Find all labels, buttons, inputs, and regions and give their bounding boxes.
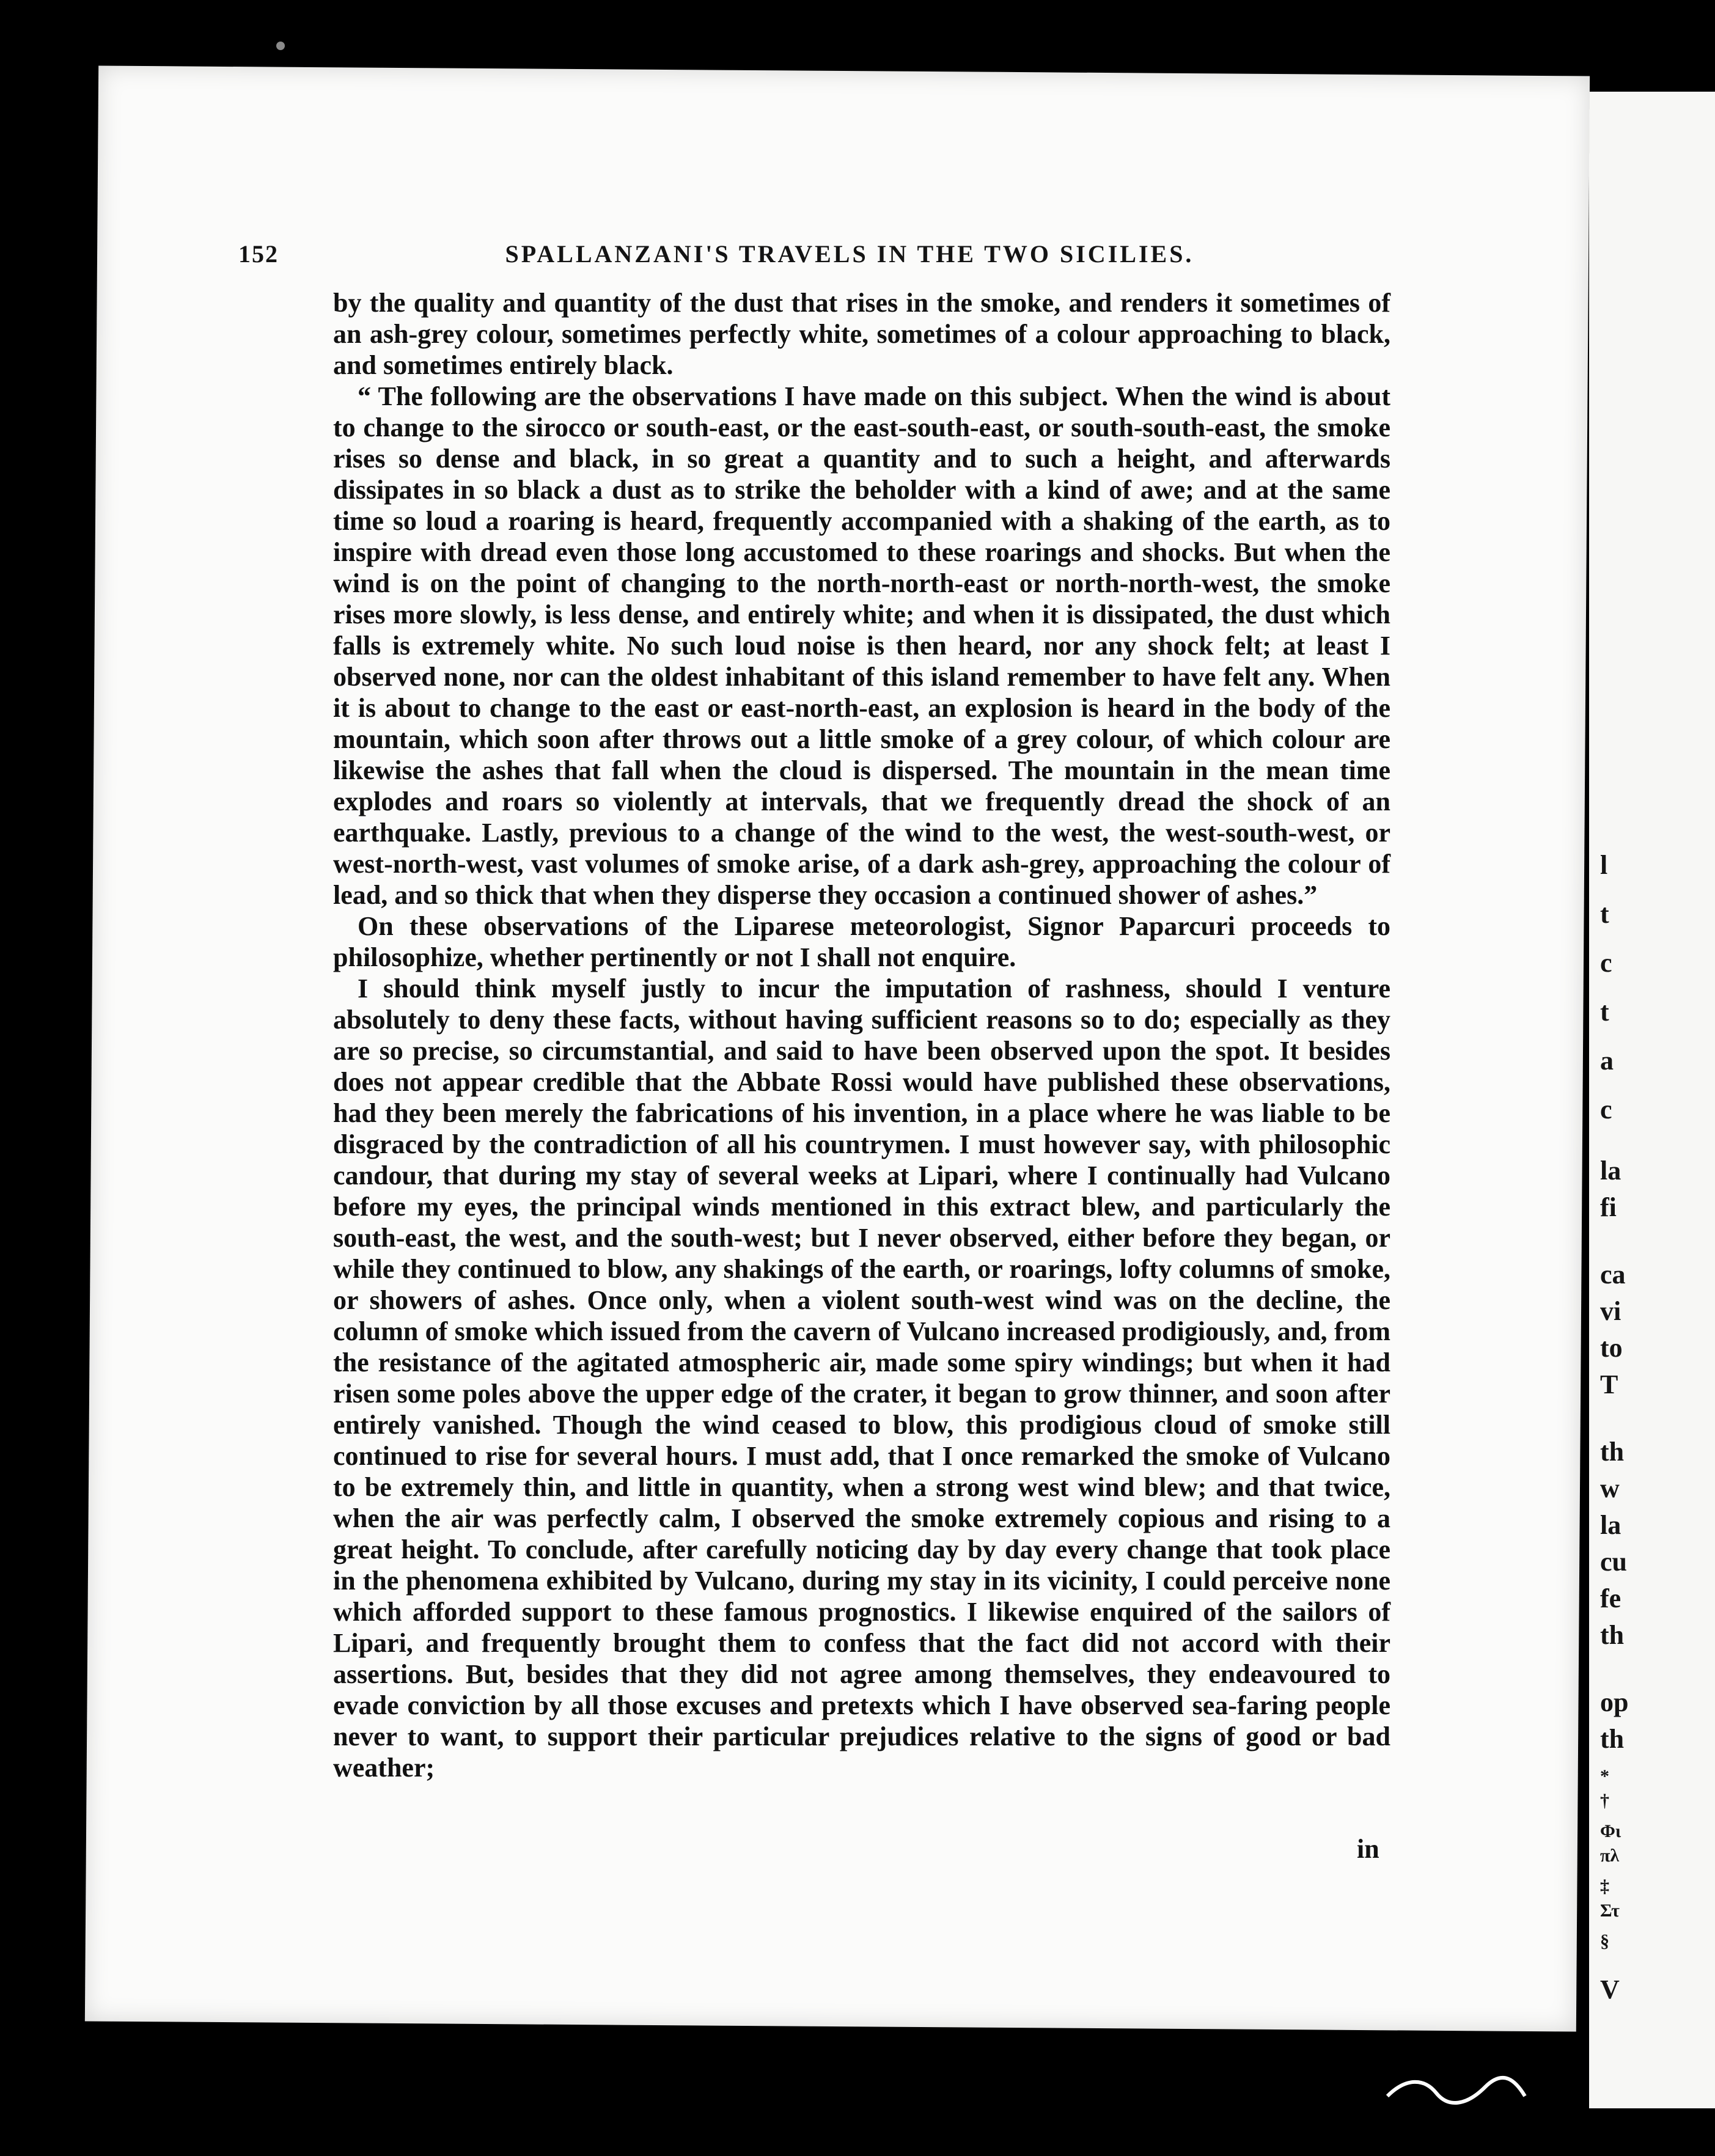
- facing-page-fragment: t: [1600, 899, 1609, 929]
- paragraph: I should think myself justly to incur the imputation of rashness, should I venture absolutely to deny these facts, without having sufficient reasons so to do; especially as they are so precise, so circumstantial, and said to have been observed upon the spot. It besides does not appear credible that the Abbate Rossi would have published these observations, had they been merely the fabrications of his invention, in a place where he was liable to be disgraced by the contradiction of all his countrymen. I must however say, with philosophic candour, that during my stay of several weeks at Lipari, where I continually had Vulcano before my eyes, the principal winds mentioned in this extract blew, and particularly the south-east, the west, and the south-west; but I never observed, either before they began, or while they continued to blow, any shakings of the earth, or roarings, lofty columns of smoke, or showers of ashes. Once only, when a violent south-west wind was on the decline, the column of smoke which issued from the cavern of Vulcano increased prodigiously, and, from the resistance of the agitated atmospheric air, made some spiry windings; but when it had risen some poles above the upper edge of the crater, it began to grow thinner, and soon after entirely vanished. Though the wind ceased to blow, this prodigious cloud of smoke still continued to rise for several hours. I must add, that I once remarked the smoke of Vulcano to be extremely thin, and little in quantity, when a strong west wind blew; and that twice, when the air was perfectly calm, I observed the smoke extremely copious and rising to a great height. To conclude, after carefully noticing day by day every change that took place in the phenomena exhibited by Vulcano, during my stay in its vicinity, I could perceive none which afforded support to these famous prognostics. I likewise enquired of the sailors of Lipari, and frequently brought them to confess that the fact did not accord with their assertions. But, besides that they did not agree among themselves, they endeavoured to evade conviction by all those excuses and pretexts which I have observed sea-faring people never to want, to support their particular prejudices relative to the signs of good or bad weather;: [333, 974, 1390, 1783]
- facing-page-edge: [1589, 92, 1715, 2108]
- facing-page-fragment: to: [1600, 1333, 1623, 1363]
- facing-page-fragment: c: [1600, 948, 1612, 978]
- running-title: SPALLANZANI'S TRAVELS IN THE TWO SICILIES.: [505, 240, 1194, 268]
- facing-page-fragment: Στ: [1600, 1901, 1620, 1921]
- facing-page-fragment: w: [1600, 1473, 1620, 1503]
- facing-page-fragment: fi: [1600, 1192, 1617, 1222]
- facing-page-fragment: a: [1600, 1046, 1614, 1076]
- paragraph: “ The following are the observations I have made on this subject. When the wind is about to change to the sirocco or south-east, or the east-south-east, or south-south-east, the smoke rises so dense and black, in so great a quantity and to such a height, and afterwards dissipates in so black a dust as to strike the beholder with a kind of awe; and at the same time so loud a roaring is heard, frequently accompanied with a shaking of the earth, as to inspire with dread even those long accustomed to these roarings and shocks. But when the wind is on the point of changing to the north-north-east or north-north-west, the smoke rises more slowly, is less dense, and entirely white; and when it is dissipated, the dust which falls is extremely white. No such loud noise is then heard, nor any shock felt; at least I observed none, nor can the oldest inhabitant of this island remember to have felt any. When it is about to change to the east or east-north-east, an explosion is heard in the body of the mountain, which soon after throws out a little smoke of a grey colour, of which colour are likewise the ashes that fall when the cloud is dispersed. The mountain in the mean time explodes and roars so violently at intervals, that we frequently dread the shock of an earthquake. Lastly, previous to a change of the wind to the west, the west-south-west, or west-north-west, vast volumes of smoke arise, of a dark ash-grey, approaching the colour of lead, and so thick that when they disperse they occasion a continued shower of ashes.”: [333, 381, 1390, 910]
- scan-speck: [276, 42, 285, 50]
- facing-page-fragment: c: [1600, 1094, 1612, 1124]
- page-number: 152: [238, 240, 279, 268]
- scan-artifact: [1381, 2072, 1528, 2108]
- facing-page-fragment: ca: [1600, 1260, 1626, 1289]
- facing-page-fragment: Φι: [1600, 1821, 1621, 1841]
- facing-page-fragment: V: [1600, 1975, 1620, 2004]
- facing-page-fragment: *: [1600, 1766, 1609, 1786]
- facing-page-fragment: la: [1600, 1156, 1621, 1186]
- facing-page-fragment: fe: [1600, 1583, 1621, 1613]
- facing-page-fragment: th: [1600, 1724, 1625, 1754]
- facing-page-fragment: πλ: [1600, 1846, 1620, 1866]
- catchword: in: [1357, 1834, 1379, 1864]
- paragraph: On these observations of the Liparese meteorologist, Signor Paparcuri proceeds to philosophize, whether pertinently or not I shall not enquire.: [333, 911, 1390, 972]
- page-header: [238, 240, 1387, 268]
- facing-page-fragment: †: [1600, 1791, 1609, 1811]
- facing-page-fragment: la: [1600, 1510, 1621, 1540]
- facing-page-fragment: th: [1600, 1620, 1625, 1650]
- facing-page-fragment: §: [1600, 1931, 1609, 1951]
- facing-page-fragment: l: [1600, 850, 1608, 880]
- facing-page-fragment: vi: [1600, 1296, 1621, 1326]
- facing-page-fragment: cu: [1600, 1547, 1627, 1577]
- paragraph: by the quality and quantity of the dust that rises in the smoke, and renders it sometimes of an ash-grey colour, sometimes perfectly white, sometimes of a colour approaching to black, and sometimes entirely black.: [333, 288, 1390, 380]
- facing-page-fragment: t: [1600, 997, 1609, 1027]
- facing-page-fragment: th: [1600, 1437, 1625, 1467]
- facing-page-fragment: op: [1600, 1687, 1629, 1717]
- body-text: [333, 287, 1390, 1783]
- facing-page-fragment: T: [1600, 1370, 1618, 1399]
- facing-page-fragment: ‡: [1600, 1876, 1609, 1896]
